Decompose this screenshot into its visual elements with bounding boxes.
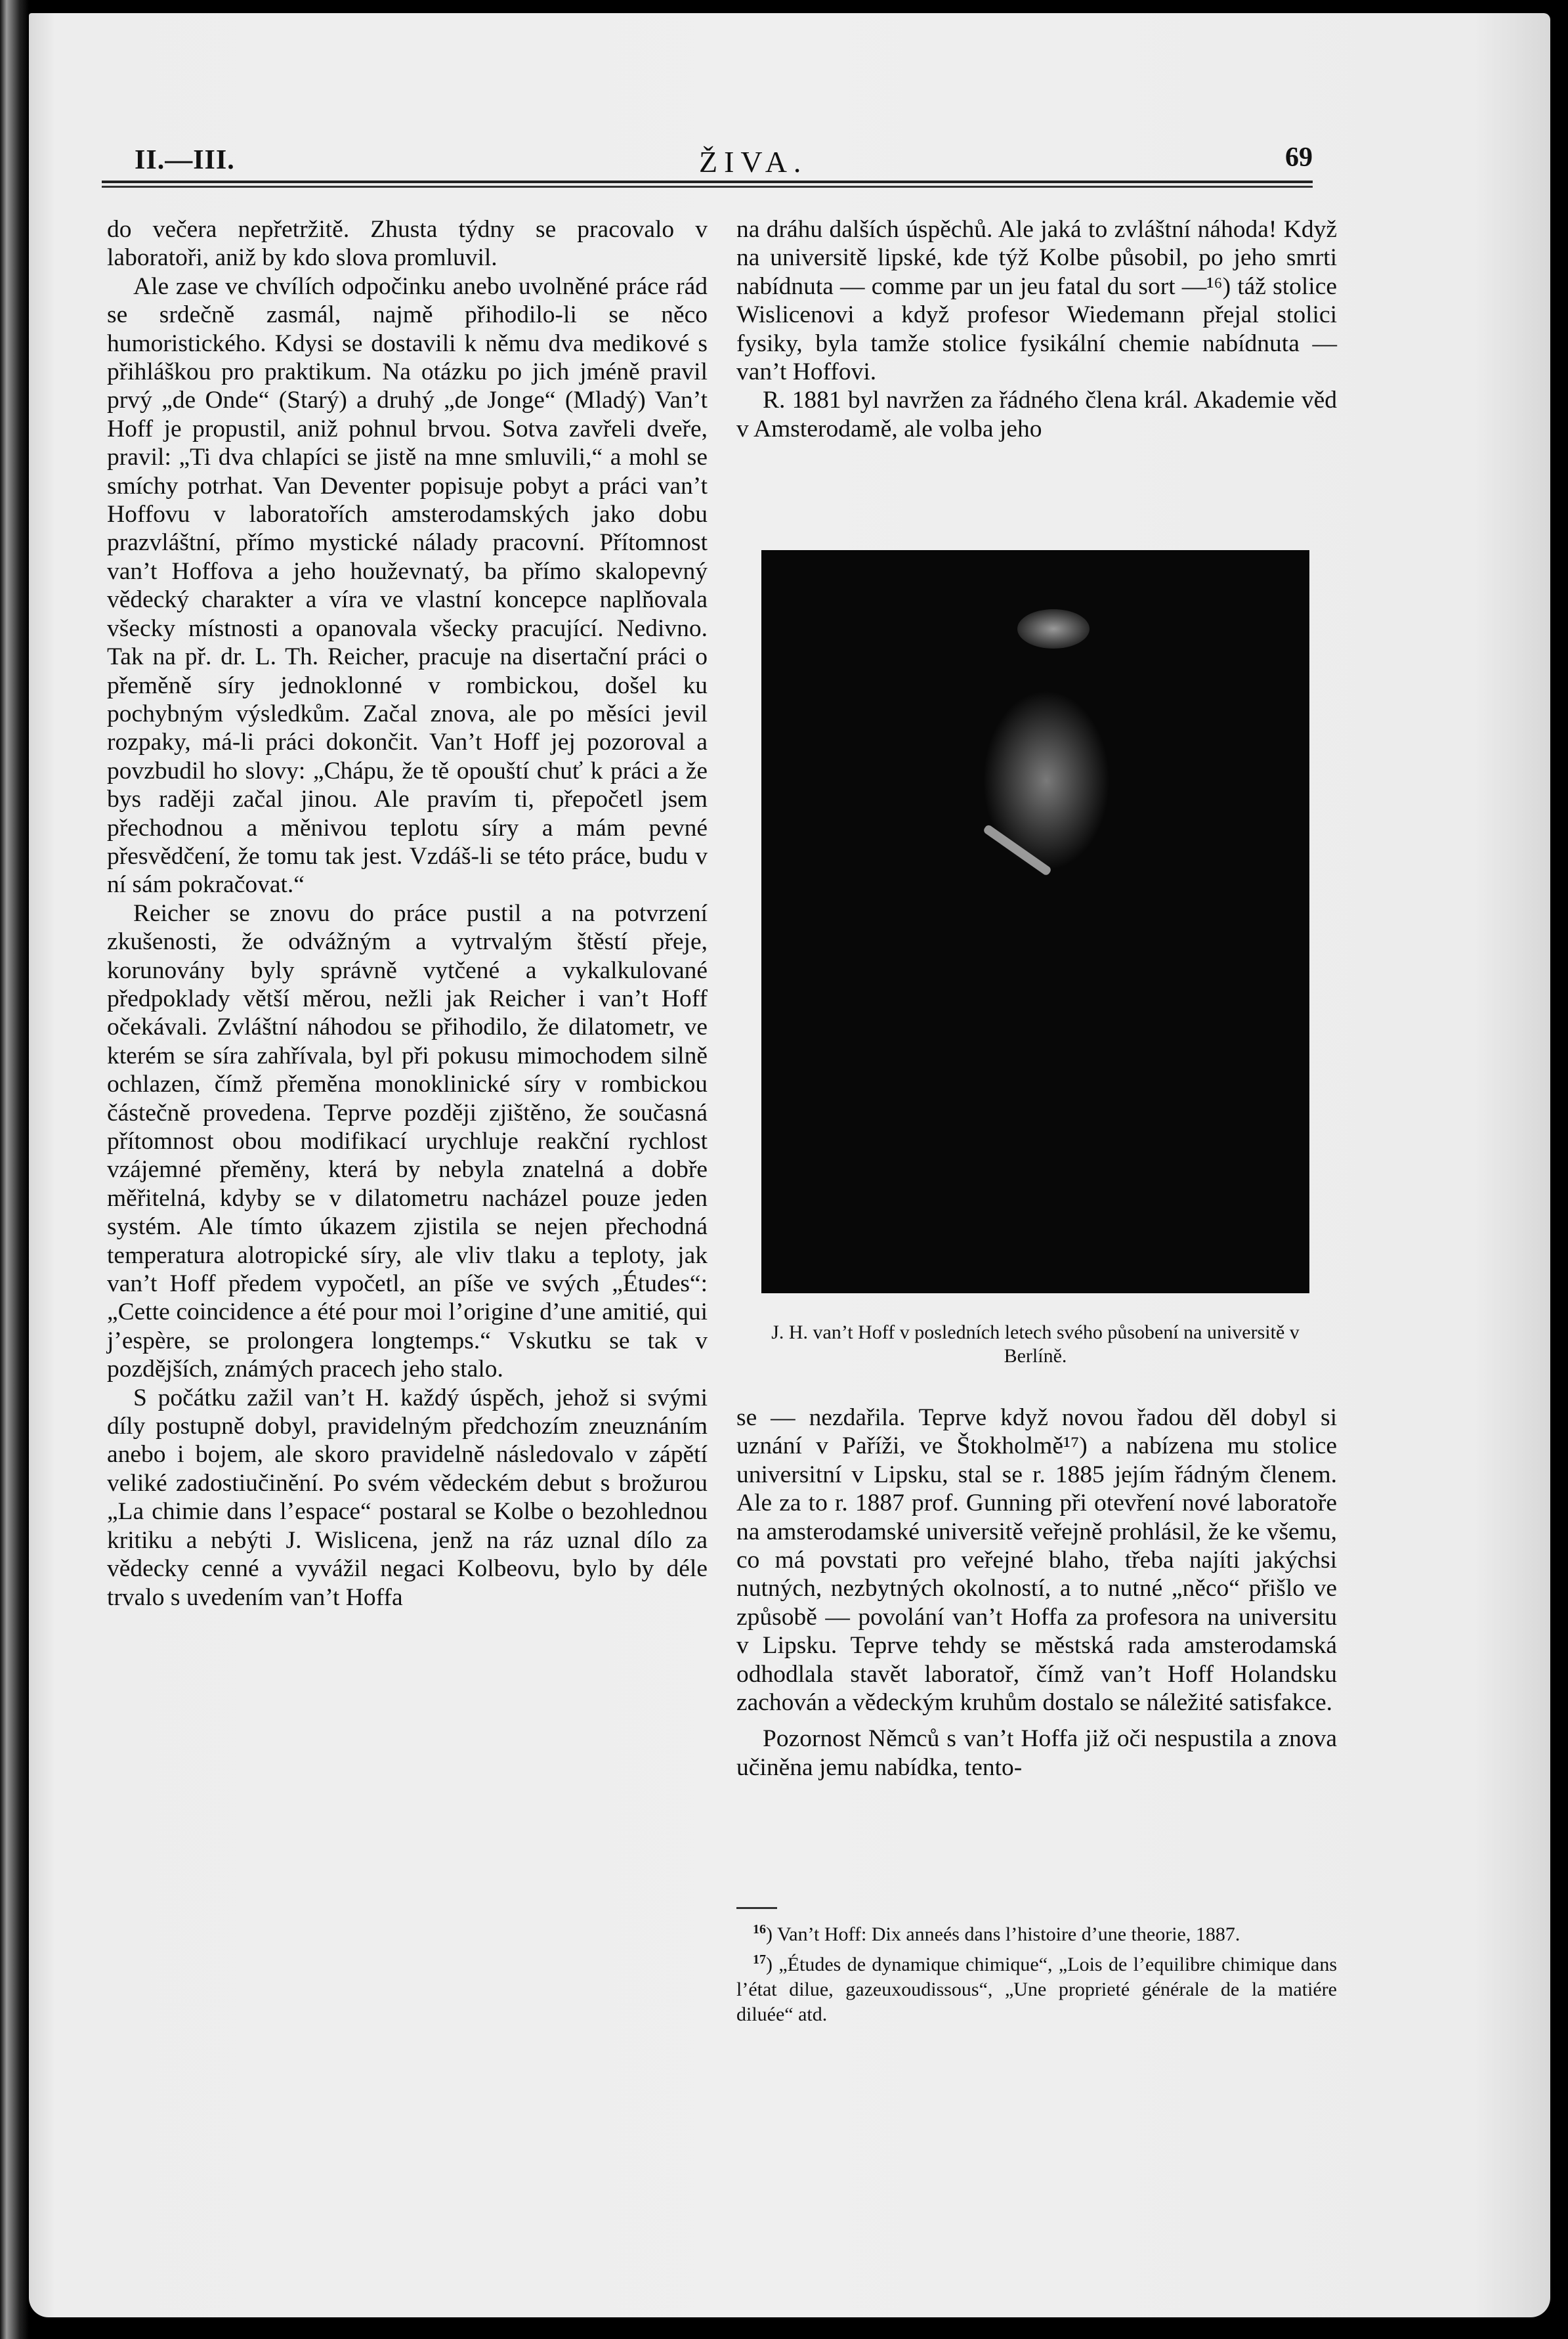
footnote-text: ) Van’t Hoff: Dix anneés dans l’histoire d’une theorie, 1887. <box>766 1923 1240 1945</box>
portrait-hair-highlight <box>1017 609 1090 649</box>
figure-caption: J. H. van’t Hoff v posledních letech svého působení na universitě v Berlíně. <box>771 1321 1300 1367</box>
paragraph: do večera nepřetržitě. Zhusta týdny se pracovalo v laboratoři, aniž by kdo slova promluvil. <box>107 216 708 272</box>
footnote-number: 17 <box>753 1952 766 1967</box>
scan-binding-edge <box>0 0 29 2339</box>
paragraph: Ale zase ve chvílích odpočinku anebo uvolněné práce rád se srdečně zasmál, najmě přihodilo-li se něco humoristického. Kdysi se dostavili k němu dva medikové s přihláškou pro praktikum. Na otázku po jich jméně pravil prvý „de Onde“ (Starý) a druhý „de Jonge“ (Mladý) Van’t Hoff je propustil, aniž pohnul brvou. Sotva zavřeli dveře, pravil: „Ti dva chlapíci se jistě na mne smluvili,“ a mohl se smíchy potrhat. Van Deventer popisuje pobyt a práci van’t Hoffovu v laboratořích amsterodamských jako dobu prazvláštní, přímo mystické nálady pracovní. Přítomnost van’t Hoffova a jeho houževnatý, ba přímo skalopevný vědecký charakter a víra ve vlastní koncepce naplňovala všecky místnosti a opanovala všecky pracující. Nedivno. Tak na př. dr. L. Th. Reicher, pracuje na disertační práci o přeměně síry jednoklonné v rombickou, došel ku pochybným výsledkům. Začal znova, ale po měsíci jevil rozpaky, má-li práci dokončit. Van’t Hoff jej pozoroval a povzbudil ho slovy: „Chápu, že tě opouští chuť k práci a že bys raději začal jinou. Ale pravím ti, přepočetl jsem přechodnou a měnivou teplotu síry a mám pevné přesvědčení, že tomu tak jest. Vzdáš-li se této práce, budu v ní sám pokračovat.“ <box>107 272 708 899</box>
footnotes <box>736 1917 1337 2027</box>
paragraph: R. 1881 byl navržen za řádného člena král. Akademie věd v Amsterodamě, ale volba jeho <box>736 387 1337 442</box>
issue-number: II.—III. <box>135 145 235 175</box>
footnote-17 <box>736 1947 1337 2027</box>
footnote-rule <box>736 1907 777 1909</box>
left-column <box>107 215 708 1612</box>
paragraph: S počátku zažil van’t H. každý úspěch, jehož si svými díly postupně dobyl, pravidelným předchozím zneuznáním anebo i bojem, ale skoro pravidelně následovalo v zápětí veliké zadostiučinění. Po svém vědeckém debut s brožurou „La chimie dans l’espace“ postaral se Kolbe o bezohlednou kritiku a nebýti J. Wislicena, jenž na ráz uznal dílo za vědecky cenné a vyvážil negaci Kolbeovu, bylo by déle trvalo s uvedením van’t Hoffa <box>107 1384 708 1611</box>
page-number: 69 <box>1285 142 1313 173</box>
journal-title: ŽIVA. <box>699 145 808 179</box>
footnote-16 <box>736 1917 1337 1947</box>
right-column-top <box>736 215 1337 443</box>
paragraph: se — nezdařila. Teprve když novou řadou děl dobyl si uznání v Paříži, ve Štokholmě¹⁷) a nabízena mu stolice universitní v Lipsku, stal se r. 1885 jejím řádným členem. Ale za to r. 1887 prof. Gunning při otevření nové laboratoře na amsterodamské universitě veřejně prohlásil, že ke všemu, co má povstati pro veřejné blaho, třeba najíti jakýchsi nutných, nezbytných okolností, a to nutné „něco“ přišlo ve způsobě — povolání van’t Hoffa za profesora na universitu v Lipsku. Teprve tehdy se městská rada amsterodamská odhodlala stavět laboratoř, čímž van’t Hoff Holandsku zachován a vědeckým kruhům dostalo se náležité satisfakce. <box>736 1404 1337 1717</box>
footnote-text: ) „Études de dynamique chimique“, „Lois de l’equilibre chimique dans l’état dilue, gazeuxoudissous“, „Une proprieté générale de la matiére diluée“ atd. <box>736 1954 1337 2025</box>
header-double-rule <box>102 181 1313 188</box>
running-header <box>135 138 1313 177</box>
portrait-photo <box>761 550 1309 1293</box>
paragraph: na dráhu dalších úspěchů. Ale jaká to zvláštní náhoda! Když na universitě lipské, kde týž Kolbe působil, po jeho smrti nabídnuta — comme par un jeu fatal du sort —¹⁶) táž stolice Wislicenovi a když profesor Wiedemann přejal stolici fysiky, byla tamže stolice fysikální chemie nabídnuta — van’t Hoffovi. <box>736 216 1337 386</box>
paragraph: Pozornost Němců s van’t Hoffa již oči nespustila a znova učiněna jemu nabídka, tento- <box>736 1725 1337 1781</box>
paragraph: Reicher se znovu do práce pustil a na potvrzení zkušenosti, že odvážným a vytrvalým štěstí přeje, korunovány byly správně vytčené a vykalkulované předpoklady větší měrou, nežli jak Reicher i van’t Hoff očekávali. Zvláštní náhodou se přihodilo, že dilatometr, ve kterém se síra zahřívala, byl při pokusu mimochodem silně ochlazen, čímž přeměna monoklinické síry v rombickou částečně provedena. Teprve později zjištěno, že současná přítomnost obou modifikací urychluje reakční rychlost vzájemné přeměny, která by nebyla znatelná a dobře měřitelná, kdyby se v dilatometru nacházel pouze jeden systém. Ale tímto úkazem zjistila se nejen přechodná temperatura alotropické síry, ale vliv tlaku a teploty, jak van’t Hoff předem vypočetl, an píše ve svých „Études“: „Cette coincidence a été pour moi l’origine d’une amitié, qui j’espère, se prolongera longtemps.“ Vskutku se tak v pozdějších, známých pracech jeho stalo. <box>107 899 708 1383</box>
right-column-bottom <box>736 1404 1337 1782</box>
portrait-collar-highlight <box>983 824 1052 876</box>
footnote-number: 16 <box>753 1922 766 1937</box>
